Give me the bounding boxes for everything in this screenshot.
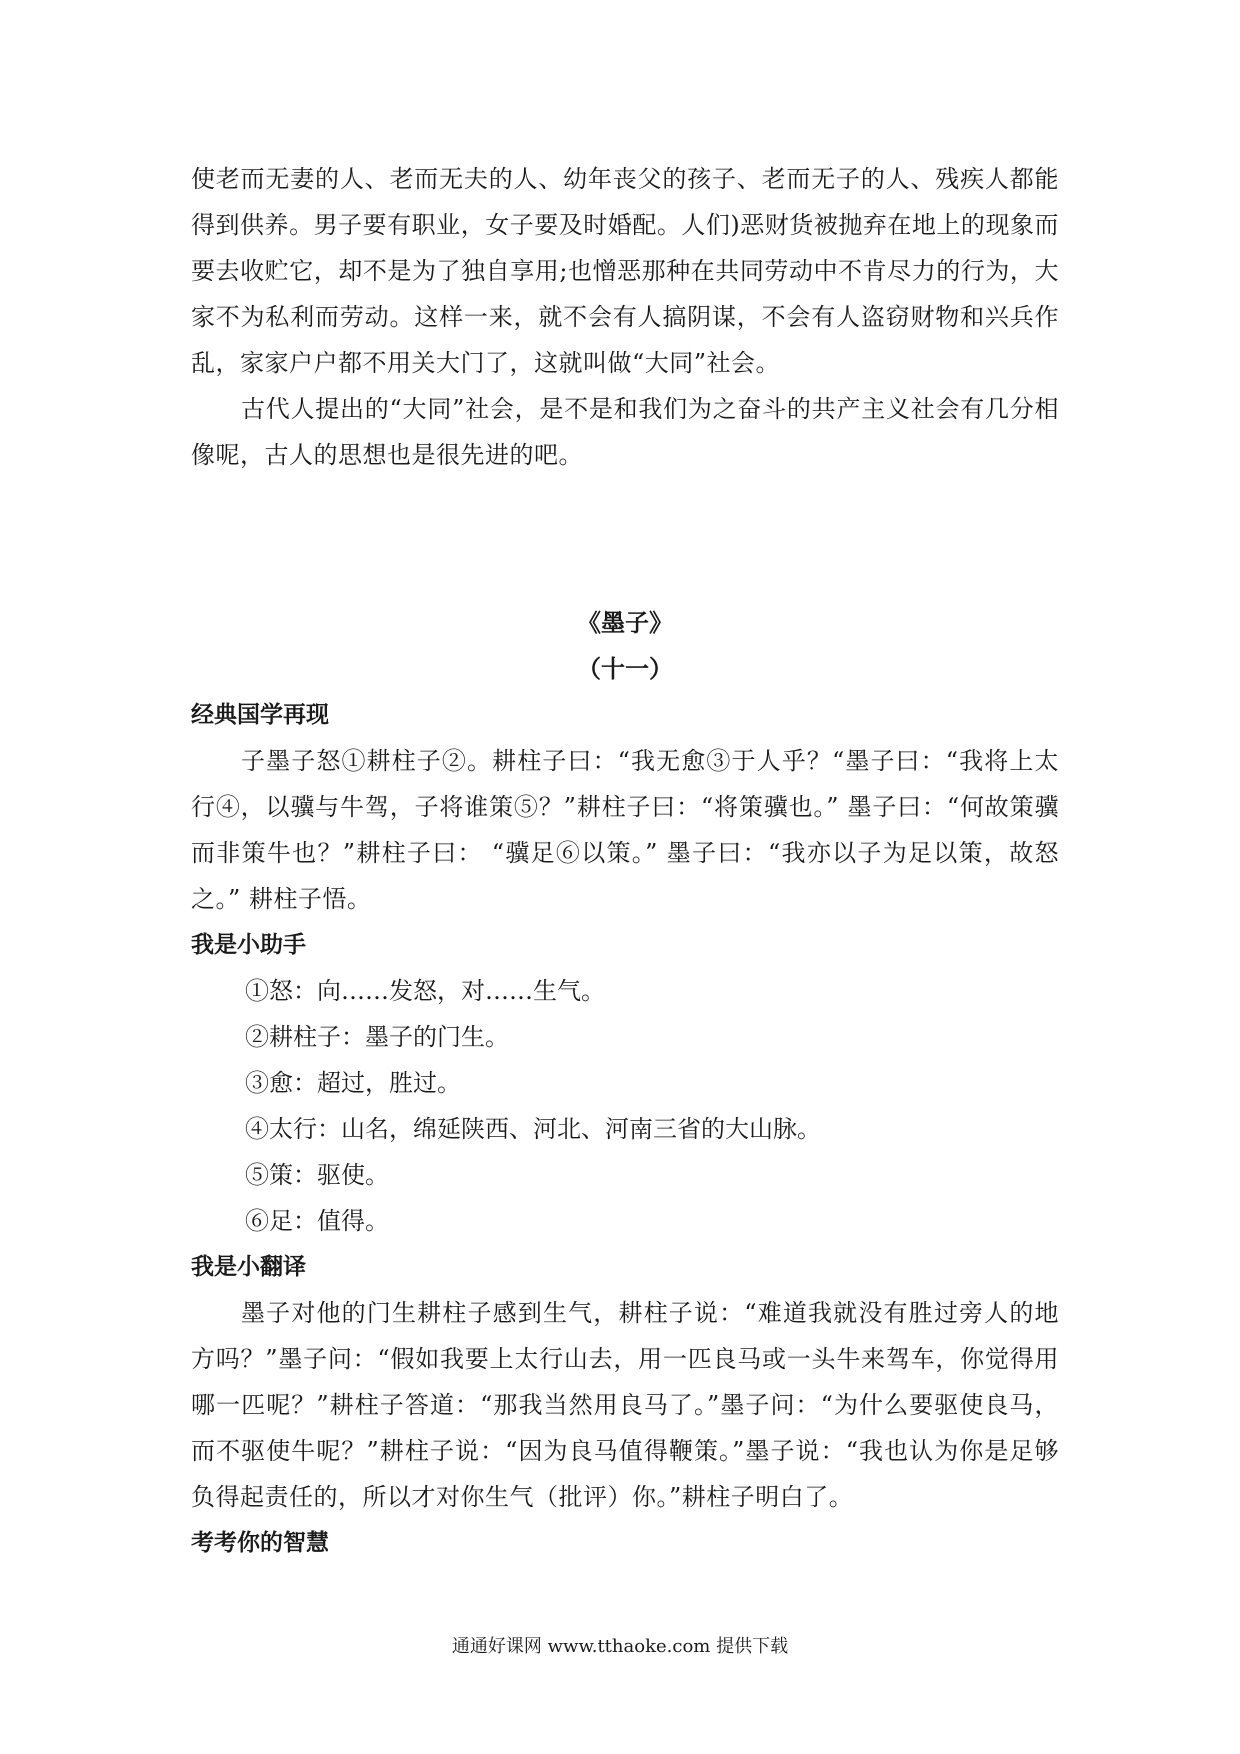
note-item: ④太行：山名，绵延陕西、河北、河南三省的大山脉。: [245, 1115, 821, 1143]
note-item: ⑥足：值得。: [245, 1207, 389, 1235]
spacer: [191, 478, 1059, 600]
lesson-number: （十一）: [577, 655, 673, 683]
section-heading-wisdom: 考考你的智慧: [191, 1530, 329, 1556]
translation-text: 墨子对他的门生耕柱子感到生气，耕柱子说：“难道我就没有胜过旁人的地方吗？”墨子问：“假如我要上太行山去，用一匹良马或一头牛来驾车，你觉得用哪一匹呢？”耕柱子答道：“那我当然用良马了。”墨子问：“为什么要驱使良马，而不驱使牛呢？”耕柱子说：“因为良马值得鞭策。”墨子说：“我也认为你是足够负得起责任的，所以才对你生气（批评）你。”耕柱子明白了。: [191, 1299, 1059, 1511]
section-heading-translate: 我是小翻译: [191, 1254, 306, 1280]
note-item: ②耕柱子：墨子的门生。: [245, 1023, 509, 1051]
lesson-title: 《墨子》: [577, 609, 673, 637]
prev-paragraph-1: 使老而无妻的人、老而无夫的人、幼年丧父的孩子、老而无子的人、残疾人都能得到供养。男子要有职业，女子要及时婚配。人们)恶财货被抛弃在地上的现象而要去收贮它，却不是为了独自享用;也憎恶那种在共同劳动中不肯尽力的行为，大家不为私利而劳动。这样一来，就不会有人搞阴谋，不会有人盗窃财物和兴兵作乱，家家户户都不用关大门了，这就叫做“大同”社会。: [191, 165, 1059, 377]
prev-paragraph-2: 古代人提出的“大同”社会，是不是和我们为之奋斗的共产主义社会有几分相像呢，古人的思想也是很先进的吧。: [191, 395, 1059, 469]
section-heading-classic: 经典国学再现: [191, 702, 329, 728]
section-heading-helper: 我是小助手: [191, 932, 306, 958]
note-item: ⑤策：驱使。: [245, 1161, 389, 1189]
note-item: ③愈：超过，胜过。: [245, 1069, 461, 1097]
page-content: [191, 156, 1059, 1566]
classic-text: 子墨子怒①耕柱子②。耕柱子曰：“我无愈③于人乎？“墨子曰：“我将上太行④，以骥与牛驾，子将谁策⑤？”耕柱子曰：“将策骥也。” 墨子曰：“何故策骥而非策牛也？”耕柱子曰： “骥足⑥以策。” 墨子曰：“我亦以子为足以策，故怒之。” 耕柱子悟。: [191, 747, 1059, 913]
page-footer: 通通好课网 www.tthaoke.com 提供下载: [451, 1636, 789, 1657]
note-item: ①怒：向……发怒，对……生气。: [245, 977, 605, 1005]
